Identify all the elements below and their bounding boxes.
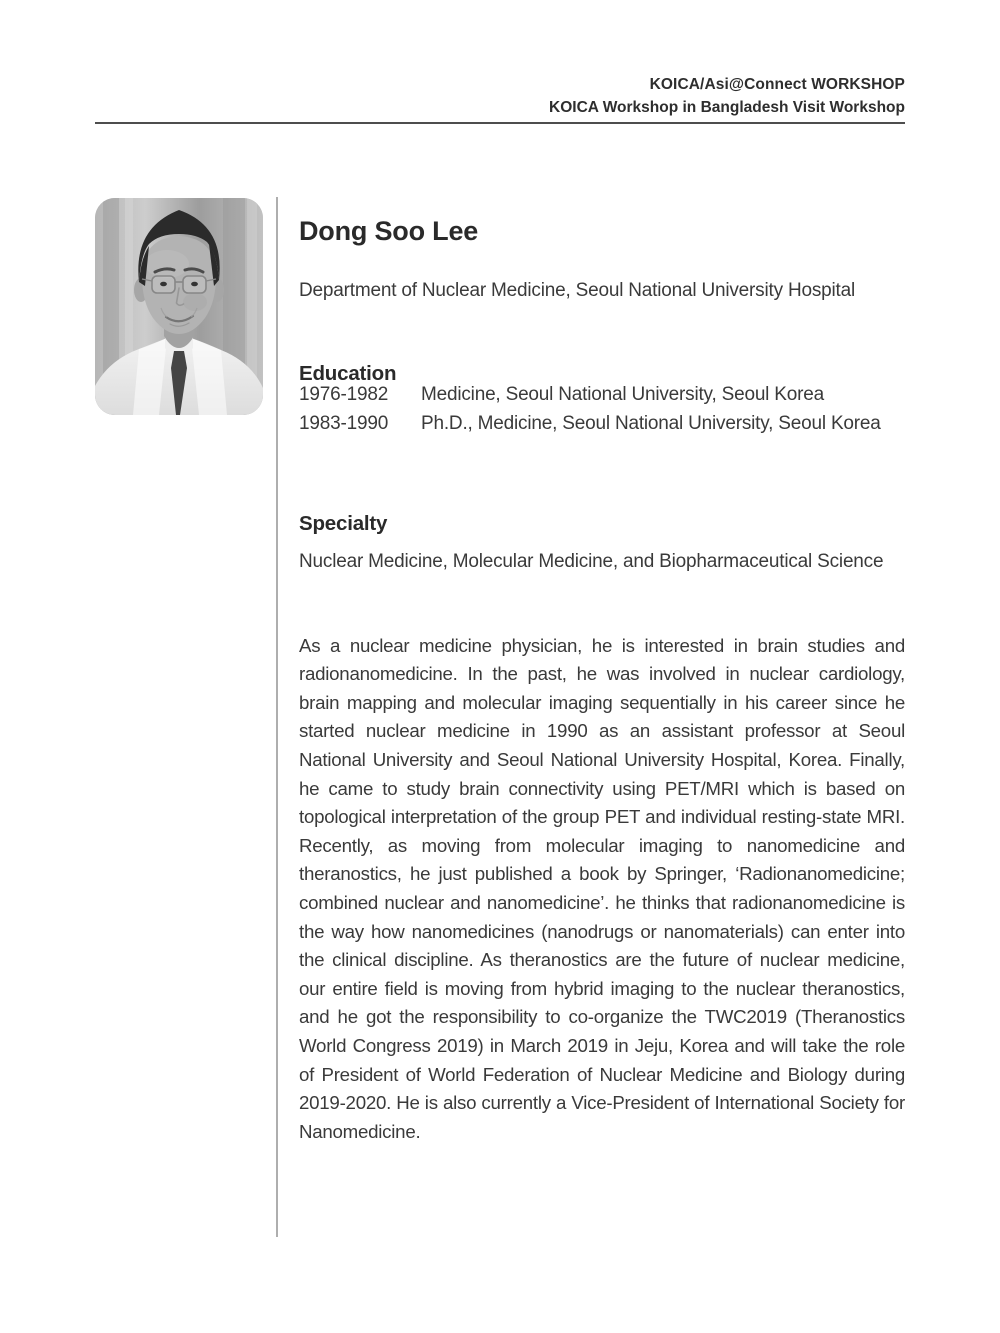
education-years: 1976-1982 (299, 384, 389, 405)
biography-text: As a nuclear medicine physician, he is interested in brain studies and radionanomedicine. In the past, he was involved in nuclear cardiology, brain mapping and molecular imaging sequentially in his career since he started nuclear medicine in 1990 as an assistant professor at Seoul National University and Seoul National University Hospital, Korea. Finally, he came to study brain connectivity using PET/MRI which is based on topological interpretation of the group PET and individual resting-state MRI. Recently, as moving from molecular imaging to nanomedicine and theranostics, he just published a book by Springer, ‘Radionanomedicine; combined nuclear and nanomedicine’. he thinks that radionanomedicine is the way how nanomedicines (nanodrugs or nanomaterials) can enter into the clinical discipline. As theranostics are the future of nuclear medicine, our entire field is moving from hybrid imaging to the nuclear theranostics, and he got the responsibility to co-organize the TWC2019 (Theranostics World Congress 2019) in March 2019 in Jeju, Korea and will take the role of President of World Federation of Nuclear Medicine and Biology during 2019-2020. He is also currently a Vice-President of International Society for Nanomedicine. (299, 634, 905, 1142)
education-entry (299, 381, 939, 410)
page-header (95, 76, 905, 117)
education-entry (299, 410, 939, 439)
vertical-divider (276, 197, 278, 1237)
header-workshop-title: KOICA/Asi@Connect WORKSHOP (649, 76, 905, 93)
speaker-photo (95, 198, 263, 415)
education-years: 1983-1990 (299, 412, 389, 434)
specialty-text: Nuclear Medicine, Molecular Medicine, and Biopharmaceutical Science (299, 551, 884, 572)
header-divider (95, 122, 905, 124)
education-heading: Education (299, 362, 397, 385)
education-list (299, 381, 939, 438)
speaker-affiliation: Department of Nuclear Medicine, Seoul National University Hospital (299, 280, 856, 301)
education-detail: Medicine, Seoul National University, Seoul Korea (421, 384, 824, 405)
header-workshop-subtitle: KOICA Workshop in Bangladesh Visit Workshop (549, 99, 905, 116)
education-detail: Ph.D., Medicine, Seoul National University, Seoul Korea (421, 412, 881, 434)
speaker-name: Dong Soo Lee (299, 216, 479, 247)
portrait-illustration (95, 198, 263, 415)
specialty-heading: Specialty (299, 512, 388, 535)
